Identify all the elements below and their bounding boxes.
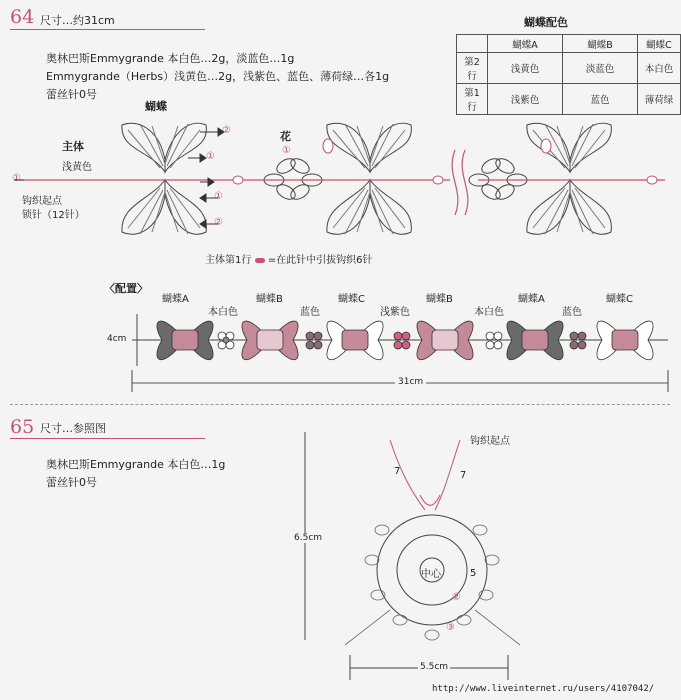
flower-label: 花 [280, 130, 291, 143]
layout-item: 浅紫色 [380, 307, 410, 318]
table-header: 蝴蝶B [563, 35, 638, 53]
material-line-1: 奥林巴斯Emmygrande 本白色…2g，淡蓝色…1g [46, 52, 295, 65]
layout-title: 〈配置〉 [104, 282, 148, 295]
stitch-count: 7 [460, 470, 467, 481]
table-cell: 本白色 [638, 53, 681, 84]
pattern-number-64: 64 [10, 6, 35, 28]
table-header: 蝴蝶C [638, 35, 681, 53]
row-note-prefix: 主体第1行 [205, 255, 252, 266]
size-label-65: 尺寸…参照图 [40, 422, 106, 435]
table-cell: 浅紫色 [488, 84, 563, 115]
marker-two: ② [214, 217, 223, 228]
start-label: 钩织起点 [22, 196, 62, 207]
main-color-label: 浅黄色 [62, 162, 92, 173]
marker-one: ① [282, 145, 291, 156]
material-line-65-1: 奥林巴斯Emmygrande 本白色…1g [46, 458, 226, 471]
marker-two: ② [222, 125, 231, 136]
flower-motif [264, 156, 322, 202]
layout-item: 蝴蝶B [256, 294, 283, 305]
pattern-number-65: 65 [10, 416, 35, 438]
butterfly-motif [122, 123, 206, 234]
layout-item: 蓝色 [562, 307, 582, 318]
header-rule-65 [10, 438, 205, 439]
table-header: 蝴蝶A [488, 35, 563, 53]
marker-one: ① [12, 173, 21, 184]
marker-one: ① [214, 191, 223, 202]
layout-width: 31cm [395, 377, 426, 387]
row-note [205, 251, 373, 266]
layout-item: 蝴蝶C [338, 294, 365, 305]
chain-label: 锁针（12针） [22, 210, 85, 221]
layout-item: 蝴蝶A [162, 294, 189, 305]
table-cell: 蓝色 [563, 84, 638, 115]
row-label: 第1行 [457, 84, 488, 115]
section-divider [10, 404, 670, 405]
butterfly-label: 蝴蝶 [145, 100, 167, 113]
layout-item: 蝴蝶C [606, 294, 633, 305]
layout-item: 蓝色 [300, 307, 320, 318]
material-line-2: Emmygrande（Herbs）浅黄色…2g，浅紫色、蓝色、薄荷绿…各1g [46, 70, 390, 83]
main-label: 主体 [62, 140, 84, 153]
material-line-65-2: 蕾丝针0号 [46, 476, 97, 489]
marker-three-65: ③ [446, 622, 455, 633]
start-label-65: 钩织起点 [470, 436, 510, 447]
marker-two-65: ② [452, 592, 461, 603]
slip-stitch-icon [255, 258, 265, 263]
layout-height: 4cm [107, 334, 127, 344]
layout-item: 蝴蝶B [426, 294, 453, 305]
footer-url: http://www.liveinternet.ru/users/4107042/ [432, 684, 655, 694]
marker-one: ① [206, 151, 215, 162]
color-table-title: 蝴蝶配色 [524, 16, 568, 29]
table-cell: 淡蓝色 [563, 53, 638, 84]
layout-item: 本白色 [474, 307, 504, 318]
height-label-65: 6.5cm [294, 533, 323, 543]
size-label: 尺寸…约31cm [40, 14, 115, 27]
stitch-count: 7 [394, 466, 401, 477]
center-label: 中心 [421, 569, 441, 580]
table-cell: 浅黄色 [488, 53, 563, 84]
row-label: 第2行 [457, 53, 488, 84]
material-line-3: 蕾丝针0号 [46, 88, 97, 101]
layout-item: 蝴蝶A [518, 294, 545, 305]
table-cell: 薄荷绿 [638, 84, 681, 115]
row-note-suffix: =在此针中引拔钩织6针 [267, 255, 373, 266]
layout-item: 本白色 [208, 307, 238, 318]
stitch-count: 5 [470, 568, 477, 579]
width-label-65: 5.5cm [420, 662, 449, 672]
